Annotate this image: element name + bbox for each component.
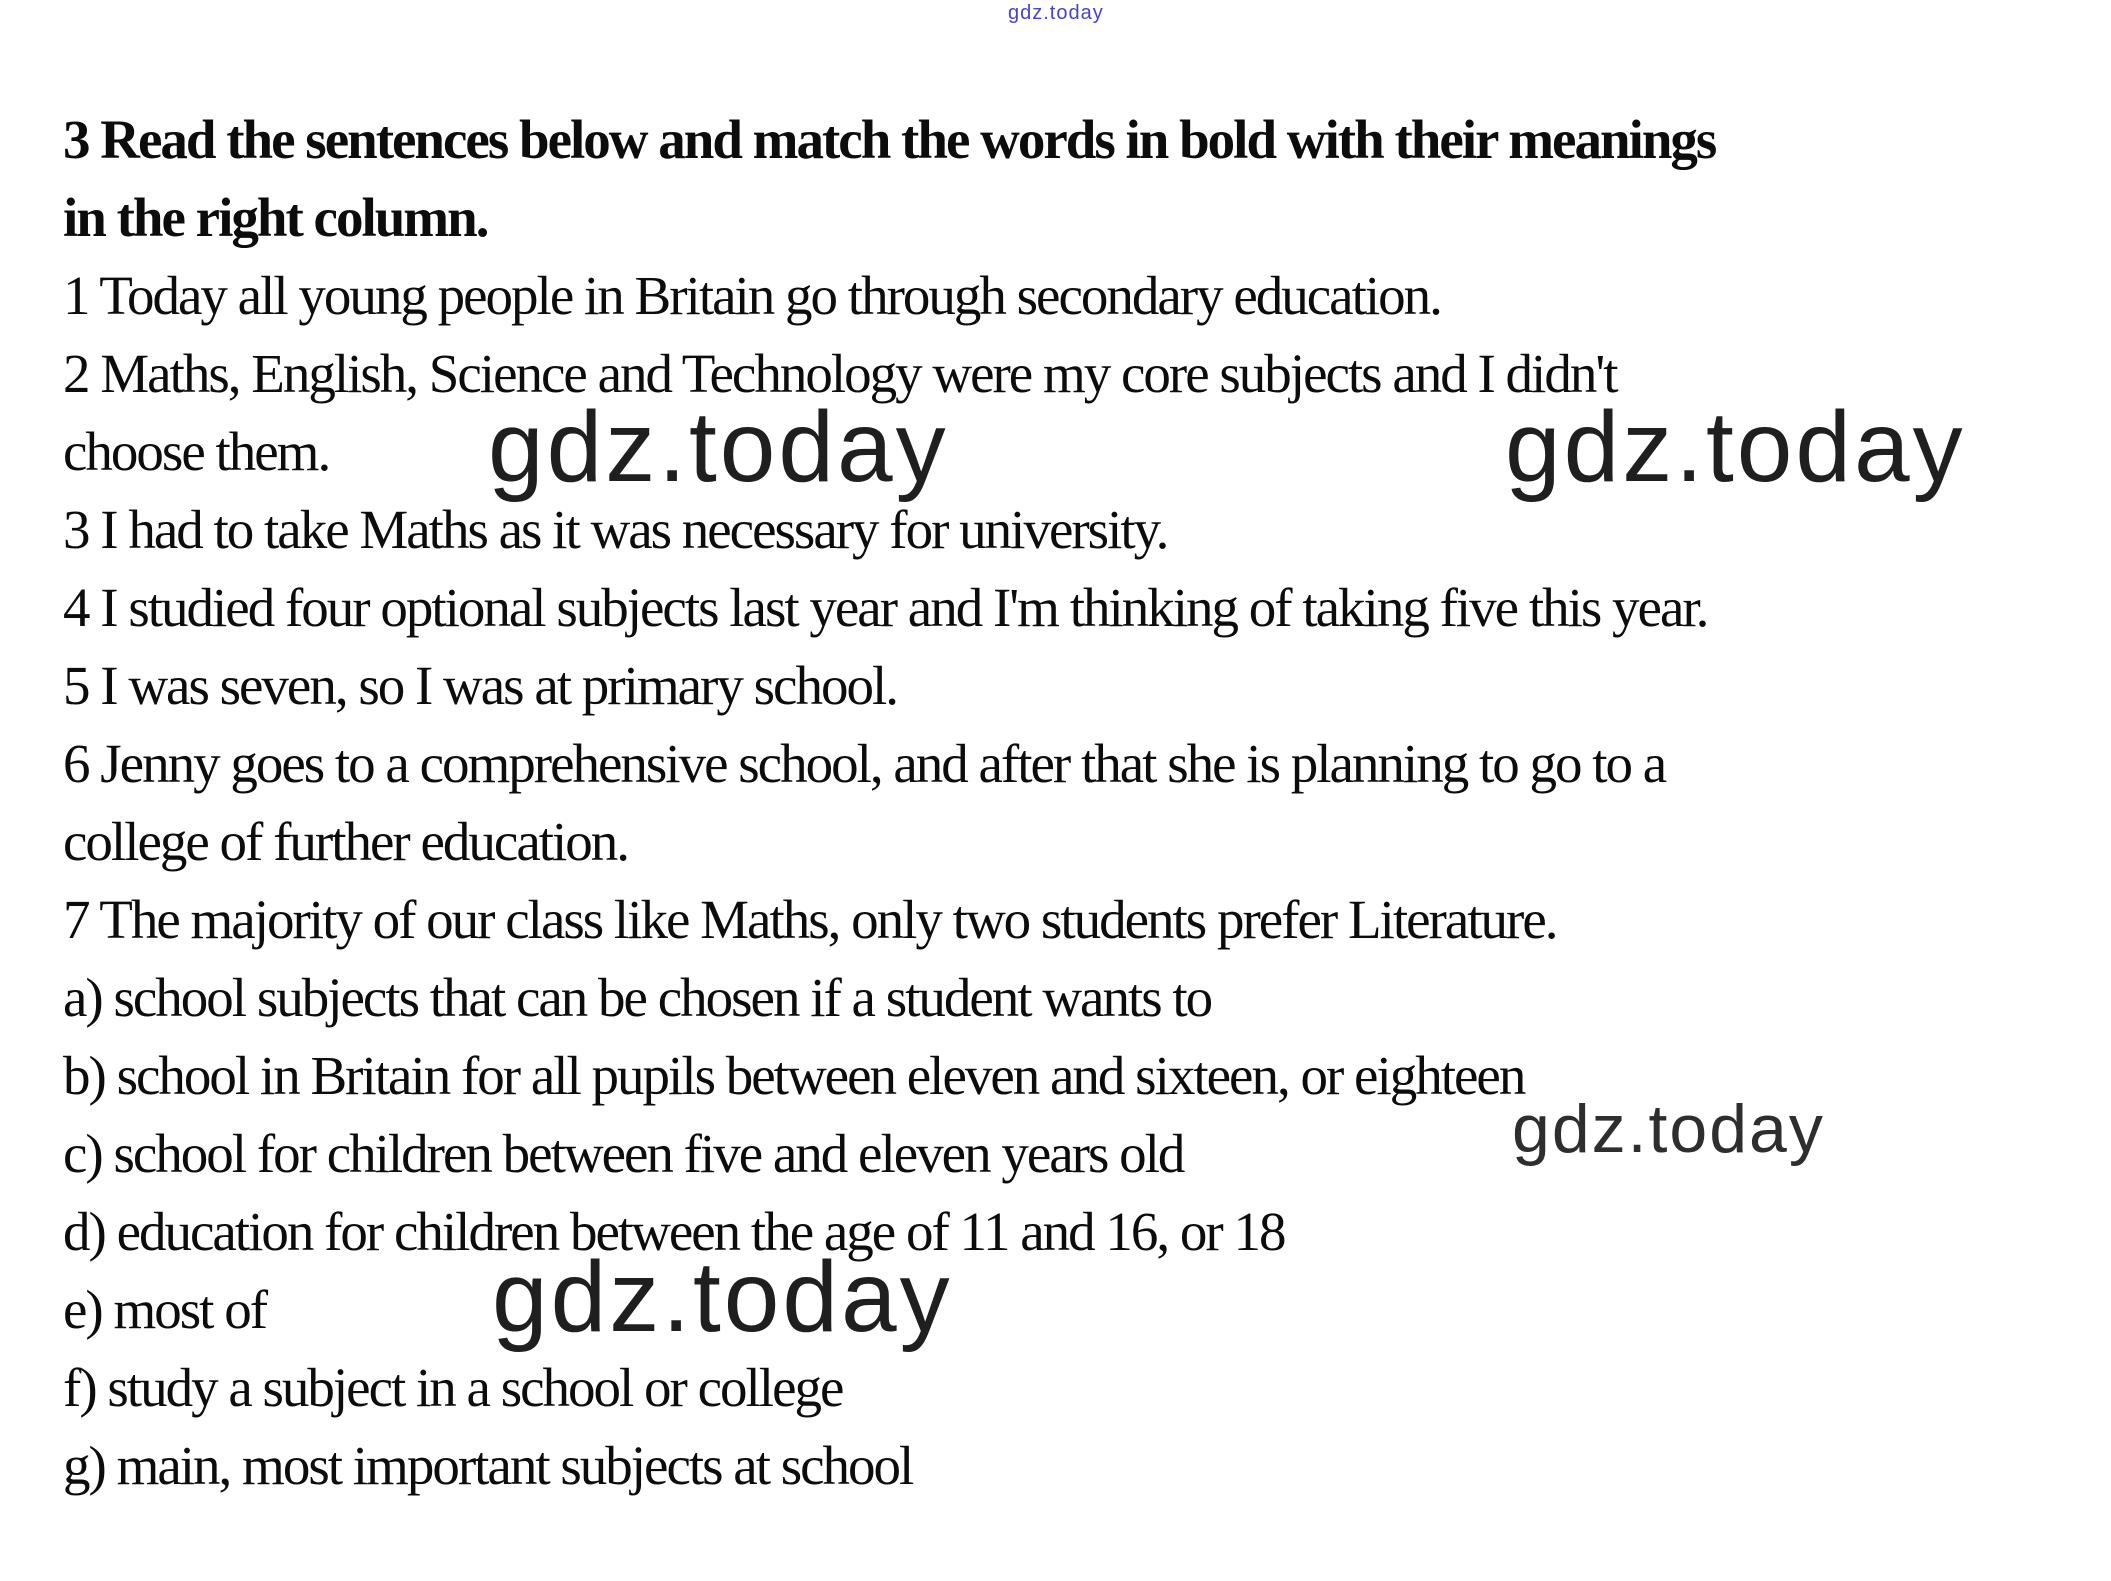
option-d: d) education for children between the age of 11 and 16, or 18 (63, 1201, 1285, 1262)
sentence-4: 4 I studied four optional subjects last year and I'm thinking of taking five this year. (63, 577, 1708, 638)
exercise-heading-line-2: in the right column. (63, 187, 488, 248)
sentence-2-continued: choose them. (63, 421, 330, 482)
sentence-1: 1 Today all young people in Britain go through secondary education. (63, 265, 1441, 326)
option-b: b) school in Britain for all pupils between eleven and sixteen, or eighteen (63, 1045, 1525, 1106)
exercise-text-block (63, 101, 1715, 1505)
sentence-3: 3 I had to take Maths as it was necessary for university. (63, 499, 1168, 560)
gdz-today-watermark-mid-right: gdz.today (1505, 391, 1966, 503)
sentence-2: 2 Maths, English, Science and Technology were my core subjects and I didn't (63, 343, 1617, 404)
sentence-5: 5 I was seven, so I was at primary school. (63, 655, 897, 716)
gdz-today-watermark-mid-left: gdz.today (488, 391, 949, 503)
option-f: f) study a subject in a school or college (63, 1357, 843, 1418)
option-a: a) school subjects that can be chosen if a student wants to (63, 967, 1212, 1028)
option-g: g) main, most important subjects at school (63, 1435, 913, 1496)
gdz-today-watermark-small-right: gdz.today (1512, 1091, 1825, 1167)
sentence-6-continued: college of further education. (63, 811, 629, 872)
gdz-today-watermark-low-left: gdz.today (492, 1241, 953, 1353)
option-e: e) most of (63, 1279, 267, 1340)
sentence-7: 7 The majority of our class like Maths, only two students prefer Literature. (63, 889, 1557, 950)
exercise-heading-line-1: 3 Read the sentences below and match the words in bold with their meanings (63, 109, 1716, 170)
option-c: c) school for children between five and eleven years old (63, 1123, 1184, 1184)
sentence-6: 6 Jenny goes to a comprehensive school, and after that she is planning to go to a (63, 733, 1666, 794)
gdz-today-watermark-top: gdz.today (1008, 2, 1104, 24)
